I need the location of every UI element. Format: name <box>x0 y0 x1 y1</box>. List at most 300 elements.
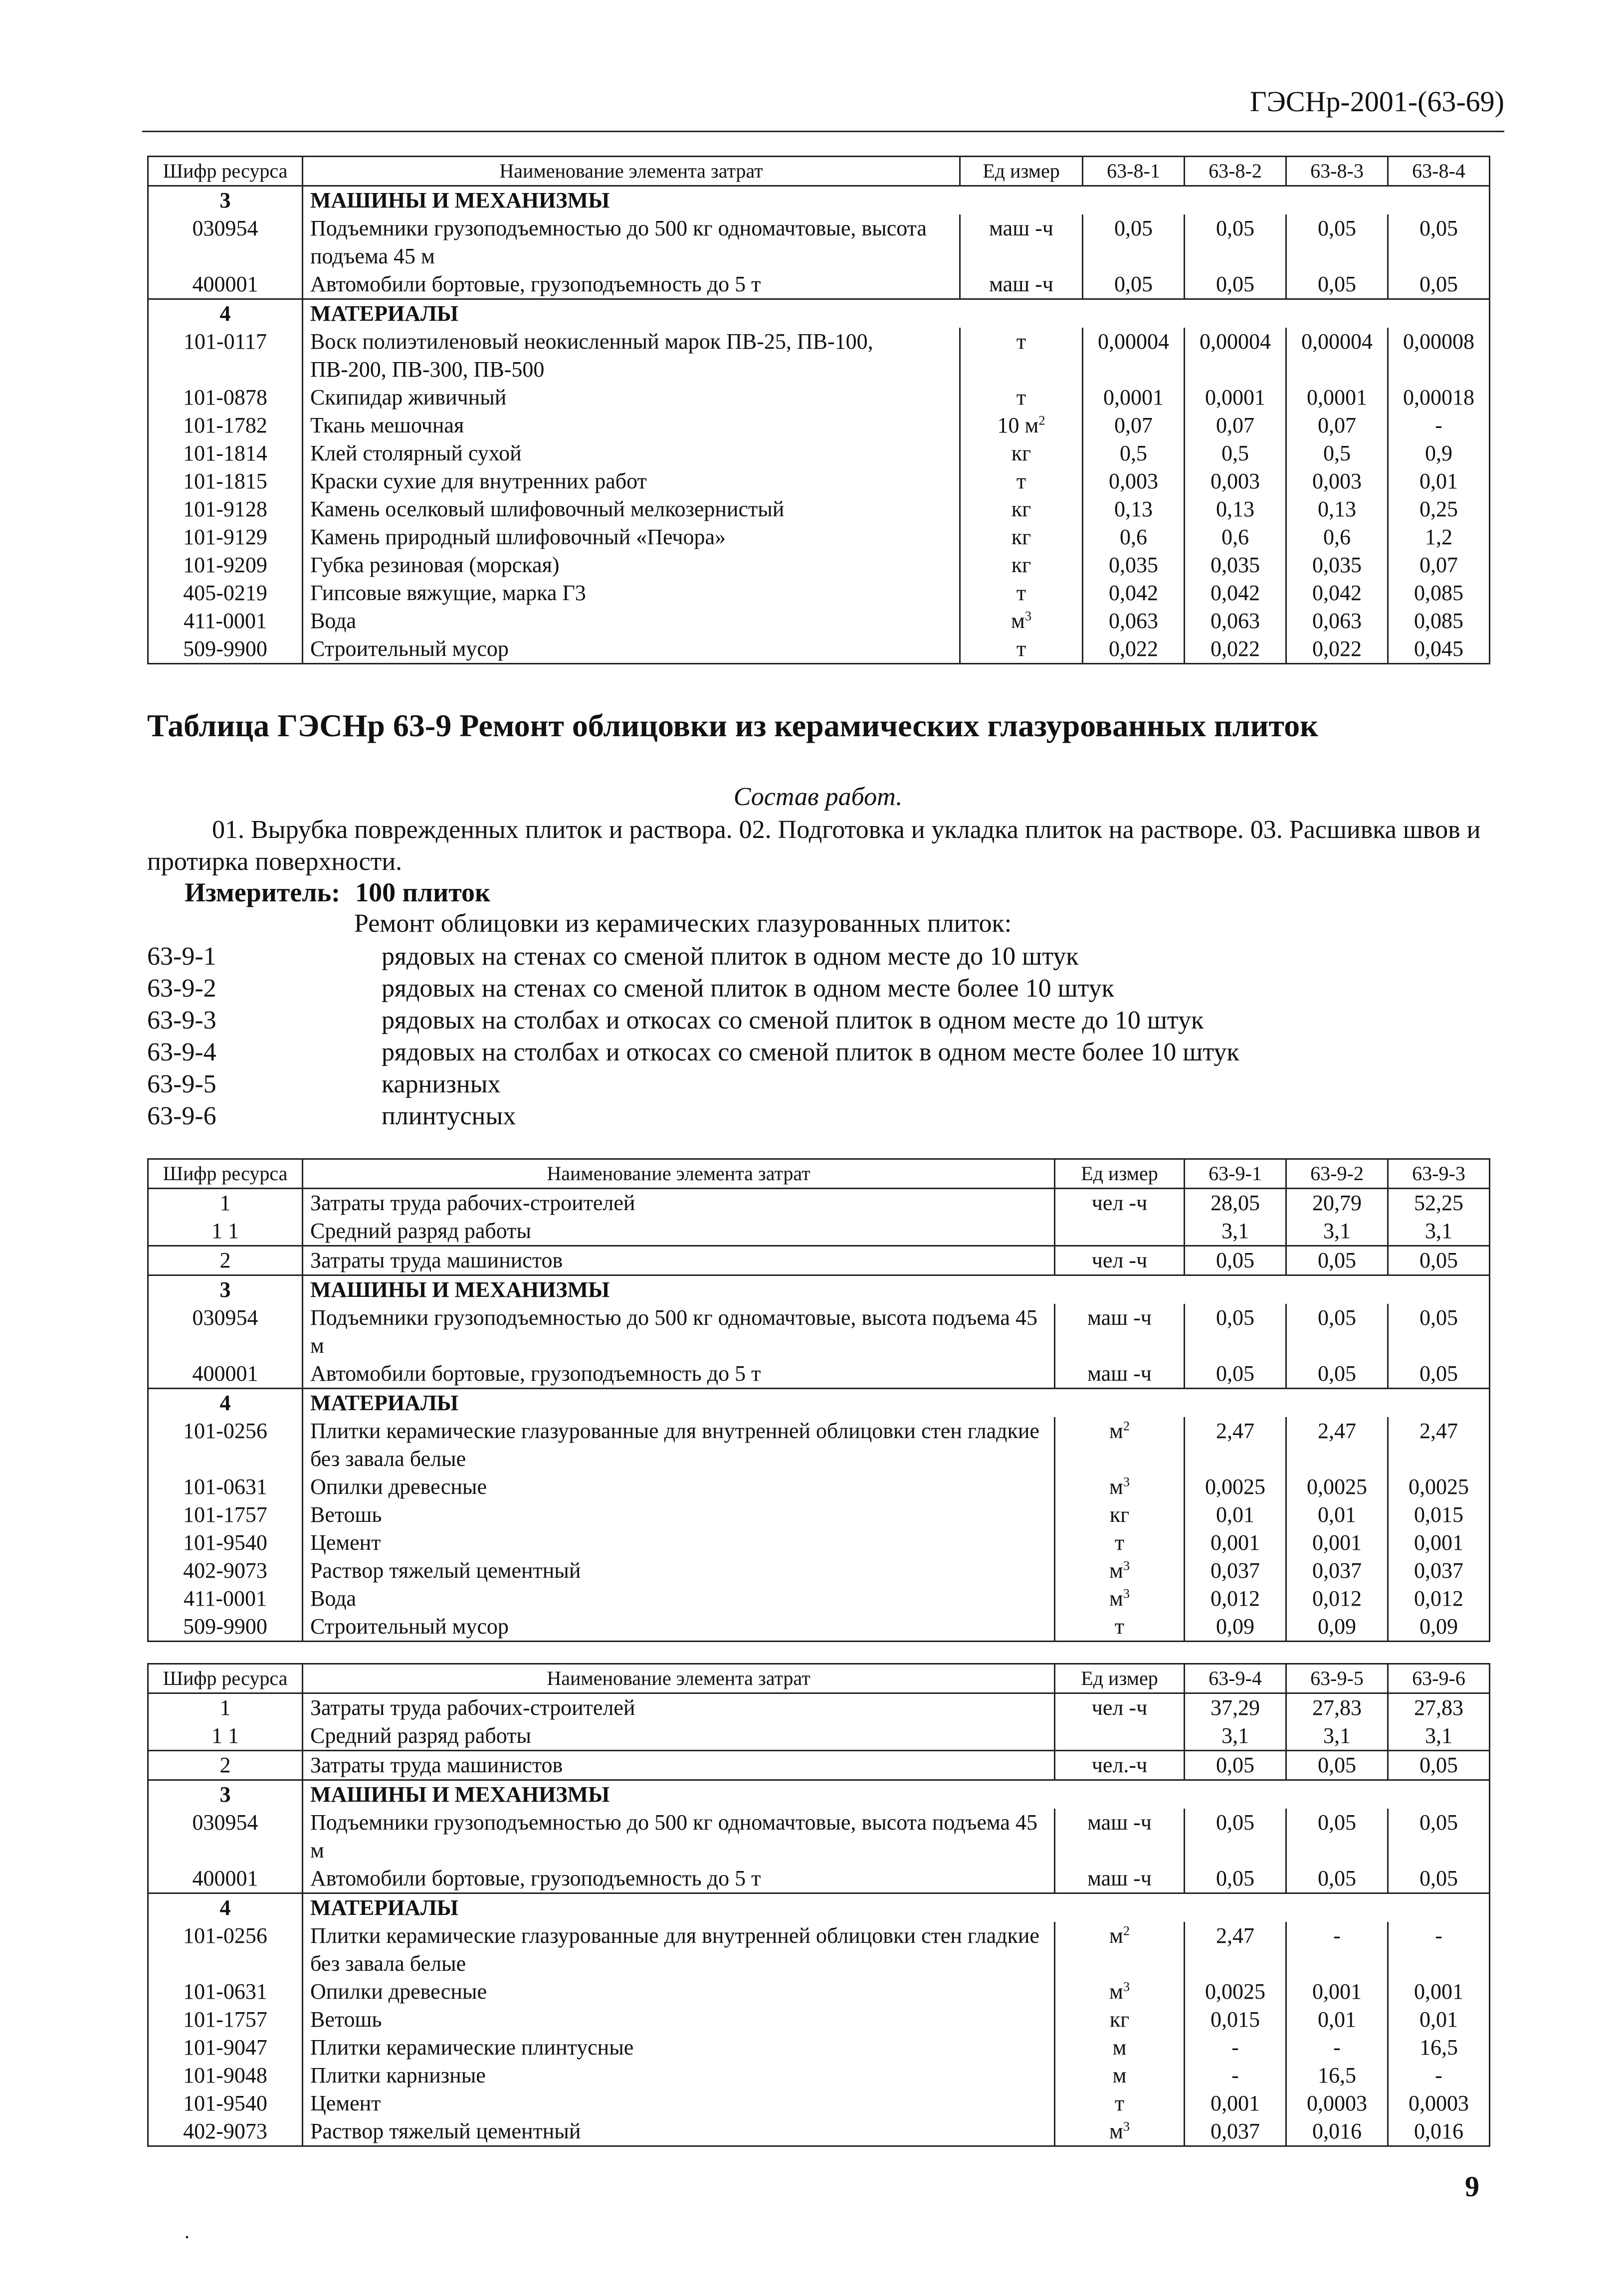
table-row <box>148 214 1490 270</box>
table-row <box>148 579 1490 607</box>
norm-value-cell: 0,05 <box>1388 1360 1490 1389</box>
norm-value-cell: 0,13 <box>1185 495 1286 523</box>
unit-cell <box>960 579 1083 607</box>
column-header: 63-8-3 <box>1286 157 1388 186</box>
resource-code-cell: 101-0256 <box>148 1922 303 1978</box>
unit-text: т <box>1114 2091 1125 2115</box>
variant-item <box>147 941 1489 973</box>
table-title: Таблица ГЭСНр 63-9 Ремонт облицовки из керамических глазурованных плиток <box>147 708 1318 743</box>
norm-value-cell: 0,0025 <box>1286 1473 1388 1501</box>
table-row <box>148 1613 1490 1642</box>
unit-cell <box>960 412 1083 439</box>
table-row <box>148 1217 1490 1246</box>
unit-cell <box>960 607 1083 635</box>
norm-value-cell: 0,001 <box>1388 1529 1490 1557</box>
table-row <box>148 523 1490 551</box>
variant-code: 63-9-1 <box>147 942 216 971</box>
norm-value-cell: 0,037 <box>1185 2117 1286 2146</box>
norm-value-cell: - <box>1286 2034 1388 2062</box>
variant-text: рядовых на столбах и откосах со сменой плиток в одном месте более 10 штук <box>382 1038 1239 1066</box>
unit-cell <box>1055 1751 1185 1780</box>
norm-value-cell: 0,05 <box>1388 1751 1490 1780</box>
table-row <box>148 1780 1490 1809</box>
section-heading-cell: МАТЕРИАЛЫ <box>303 1389 1490 1418</box>
norm-value-cell: 0,016 <box>1286 2117 1388 2146</box>
unit-text: т <box>1016 385 1026 410</box>
norm-value-cell: - <box>1388 2062 1490 2089</box>
norm-value-cell: 0,00008 <box>1388 328 1490 384</box>
norm-value-cell: 0,0003 <box>1388 2089 1490 2117</box>
resource-name-cell: Ветошь <box>303 1501 1055 1529</box>
unit-text: чел -ч <box>1091 1695 1148 1720</box>
variant-code: 63-9-6 <box>147 1102 216 1130</box>
norm-value-cell: 0,037 <box>1286 1557 1388 1585</box>
table-row <box>148 2089 1490 2117</box>
norm-value-cell: 0,015 <box>1388 1501 1490 1529</box>
resource-code-cell: 101-9540 <box>148 2089 303 2117</box>
norm-value-cell: 3,1 <box>1286 1217 1388 1246</box>
norm-value-cell: 0,0025 <box>1185 1978 1286 2006</box>
resource-code-cell: 101-9540 <box>148 1529 303 1557</box>
norm-value-cell: 0,01 <box>1185 1501 1286 1529</box>
table-row <box>148 2062 1490 2089</box>
resource-name-cell: Скипидар живичный <box>303 384 960 412</box>
norm-value-cell: 0,07 <box>1286 412 1388 439</box>
header-rule <box>142 131 1504 132</box>
resource-code-cell: 101-1757 <box>148 2006 303 2034</box>
column-header: Наименование элемента затрат <box>303 1664 1055 1693</box>
resource-code-cell: 3 <box>148 1275 303 1304</box>
norm-value-cell: 27,83 <box>1388 1693 1490 1722</box>
norm-value-cell: 0,01 <box>1286 2006 1388 2034</box>
unit-cell <box>960 214 1083 270</box>
resource-code-cell: 101-0631 <box>148 1978 303 2006</box>
norm-value-cell: 3,1 <box>1388 1722 1490 1751</box>
resource-code-cell: 400001 <box>148 1865 303 1893</box>
norm-value-cell: 0,035 <box>1083 551 1185 579</box>
column-header: 63-9-5 <box>1286 1664 1388 1693</box>
norm-value-cell: 28,05 <box>1185 1189 1286 1218</box>
resource-name-cell: Затраты труда машинистов <box>303 1751 1055 1780</box>
norm-value-cell: 0,003 <box>1286 467 1388 495</box>
norm-value-cell: 2,47 <box>1185 1417 1286 1473</box>
column-header: 63-9-3 <box>1388 1159 1490 1189</box>
unit-text: м <box>1011 609 1025 633</box>
unit-text: т <box>1016 581 1026 605</box>
table-row <box>148 299 1490 328</box>
resource-name-cell: Плитки карнизные <box>303 2062 1055 2089</box>
table-row <box>148 270 1490 299</box>
norm-value-cell: 0,0001 <box>1286 384 1388 412</box>
composition-heading: Состав работ. <box>733 783 903 811</box>
section-heading-cell: МАТЕРИАЛЫ <box>303 299 1490 328</box>
table-row <box>148 2117 1490 2146</box>
unit-text: 10 м <box>997 413 1039 437</box>
norm-value-cell: 0,012 <box>1388 1585 1490 1613</box>
norm-value-cell: - <box>1388 412 1490 439</box>
resource-code-cell: 030954 <box>148 1809 303 1865</box>
unit-cell <box>1055 1557 1185 1585</box>
unit-text: чел -ч <box>1091 1191 1148 1215</box>
unit-text: маш -ч <box>1087 1361 1152 1386</box>
table-row <box>148 467 1490 495</box>
unit-cell <box>1055 2006 1185 2034</box>
column-header: Шифр ресурса <box>148 157 303 186</box>
resource-name-cell: Строительный мусор <box>303 1613 1055 1642</box>
table-row <box>148 186 1490 215</box>
norm-value-cell: 0,042 <box>1083 579 1185 607</box>
column-header: 63-9-1 <box>1185 1159 1286 1189</box>
unit-cell <box>1055 1529 1185 1557</box>
table-row <box>148 1417 1490 1473</box>
norm-value-cell: 2,47 <box>1185 1922 1286 1978</box>
norm-value-cell: 0,022 <box>1286 635 1388 664</box>
variant-item <box>147 973 1489 1005</box>
column-header: Ед измер <box>1055 1159 1185 1189</box>
unit-text: м <box>1109 1923 1123 1948</box>
norm-value-cell: 0,01 <box>1286 1501 1388 1529</box>
unit-text: маш -ч <box>1087 1810 1152 1835</box>
resource-name-cell: Вода <box>303 1585 1055 1613</box>
norm-value-cell: 0,07 <box>1083 412 1185 439</box>
resource-name-cell: Раствор тяжелый цементный <box>303 1557 1055 1585</box>
resource-code-cell: 101-9128 <box>148 495 303 523</box>
norm-value-cell: 0,063 <box>1083 607 1185 635</box>
resource-code-cell: 030954 <box>148 214 303 270</box>
resource-name-cell: Раствор тяжелый цементный <box>303 2117 1055 2146</box>
norm-value-cell: - <box>1286 1922 1388 1978</box>
variant-item <box>147 1068 1489 1100</box>
unit-cell <box>1055 1246 1185 1275</box>
section-heading-cell: МАШИНЫ И МЕХАНИЗМЫ <box>303 186 1490 215</box>
column-header: 63-9-6 <box>1388 1664 1490 1693</box>
norm-value-cell: 0,05 <box>1286 1809 1388 1865</box>
resource-code-cell: 101-0878 <box>148 384 303 412</box>
resource-code-cell: 101-0117 <box>148 328 303 384</box>
unit-text: т <box>1016 329 1026 354</box>
table-row <box>148 1304 1490 1360</box>
resource-name-cell: Ветошь <box>303 2006 1055 2034</box>
resource-code-cell: 030954 <box>148 1304 303 1360</box>
resource-code-cell: 400001 <box>148 270 303 299</box>
unit-cell <box>1055 1501 1185 1529</box>
unit-exponent: 3 <box>1123 1474 1130 1489</box>
unit-cell <box>1055 1217 1185 1246</box>
column-header: 63-8-1 <box>1083 157 1185 186</box>
norm-value-cell: 0,05 <box>1388 1865 1490 1893</box>
norm-value-cell: 0,05 <box>1083 270 1185 299</box>
resource-name-cell: Камень оселковый шлифовочный мелкозернистый <box>303 495 960 523</box>
unit-cell <box>960 270 1083 299</box>
column-header: Шифр ресурса <box>148 1664 303 1693</box>
unit-cell <box>960 328 1083 384</box>
unit-text: кг <box>1011 441 1031 465</box>
resource-name-cell: Подъемники грузоподъемностью до 500 кг одномачтовые, высота подъема 45 м <box>303 214 960 270</box>
resource-code-cell: 101-1815 <box>148 467 303 495</box>
unit-cell <box>1055 1693 1185 1722</box>
norm-value-cell: 0,9 <box>1388 439 1490 467</box>
resource-name-cell: Затраты труда машинистов <box>303 1246 1055 1275</box>
norm-value-cell: 0,05 <box>1185 1809 1286 1865</box>
norm-value-cell: 3,1 <box>1185 1217 1286 1246</box>
variant-text: рядовых на стенах со сменой плиток в одном месте более 10 штук <box>382 974 1114 1003</box>
variant-text: рядовых на стенах со сменой плиток в одном месте до 10 штук <box>382 942 1079 971</box>
unit-text: кг <box>1011 553 1031 577</box>
norm-value-cell: 0,0001 <box>1083 384 1185 412</box>
unit-cell <box>1055 1613 1185 1642</box>
table-row <box>148 551 1490 579</box>
norm-value-cell: 0,05 <box>1185 1360 1286 1389</box>
unit-text: т <box>1114 1614 1125 1639</box>
norm-value-cell: 0,063 <box>1286 607 1388 635</box>
resource-name-cell: Гипсовые вяжущие, марка Г3 <box>303 579 960 607</box>
norm-value-cell: 0,003 <box>1083 467 1185 495</box>
unit-exponent: 3 <box>1024 608 1032 624</box>
norm-value-cell: 0,05 <box>1185 1865 1286 1893</box>
section-heading-cell: МАШИНЫ И МЕХАНИЗМЫ <box>303 1780 1490 1809</box>
norm-value-cell: 0,05 <box>1286 1246 1388 1275</box>
unit-cell <box>1055 1865 1185 1893</box>
resource-code-cell: 2 <box>148 1751 303 1780</box>
unit-text: т <box>1016 469 1026 493</box>
norm-value-cell: 0,09 <box>1286 1613 1388 1642</box>
norm-value-cell: 0,0025 <box>1185 1473 1286 1501</box>
resource-code-cell: 101-0631 <box>148 1473 303 1501</box>
column-header: 63-9-4 <box>1185 1664 1286 1693</box>
norm-value-cell: 0,045 <box>1388 635 1490 664</box>
resource-name-cell: Подъемники грузоподъемностью до 500 кг одномачтовые, высота подъема 45 м <box>303 1809 1055 1865</box>
unit-text: м <box>1109 2119 1123 2143</box>
norm-value-cell: 3,1 <box>1286 1722 1388 1751</box>
resource-code-cell: 402-9073 <box>148 1557 303 1585</box>
norm-value-cell: 0,07 <box>1388 551 1490 579</box>
table-row <box>148 1473 1490 1501</box>
unit-cell <box>1055 2062 1185 2089</box>
unit-text: т <box>1016 636 1026 661</box>
norm-value-cell: 0,05 <box>1286 214 1388 270</box>
norm-value-cell: 0,09 <box>1388 1613 1490 1642</box>
resource-code-cell: 509-9900 <box>148 1613 303 1642</box>
unit-cell <box>1055 1978 1185 2006</box>
norm-value-cell: 0,13 <box>1286 495 1388 523</box>
resource-name-cell: Опилки древесные <box>303 1473 1055 1501</box>
table-row <box>148 1978 1490 2006</box>
resource-code-cell: 101-9048 <box>148 2062 303 2089</box>
column-header: Шифр ресурса <box>148 1159 303 1189</box>
norm-value-cell: 0,05 <box>1286 270 1388 299</box>
unit-cell <box>960 551 1083 579</box>
resource-name-cell: Воск полиэтиленовый неокисленный марок ПВ-25, ПВ-100, ПВ-200, ПВ-300, ПВ-500 <box>303 328 960 384</box>
table-row <box>148 1722 1490 1751</box>
page-number: 9 <box>1465 2170 1479 2203</box>
unit-cell <box>1055 1417 1185 1473</box>
norm-value-cell: 3,1 <box>1185 1722 1286 1751</box>
unit-cell <box>960 384 1083 412</box>
resource-code-cell: 101-9209 <box>148 551 303 579</box>
resource-name-cell: Плитки керамические глазурованные для внутренней облицовки стен гладкие без завала белые <box>303 1417 1055 1473</box>
norm-value-cell: 0,022 <box>1185 635 1286 664</box>
norm-value-cell: 52,25 <box>1388 1189 1490 1218</box>
norm-value-cell: 0,6 <box>1185 523 1286 551</box>
table-row <box>148 1922 1490 1978</box>
resource-code-cell: 101-1782 <box>148 412 303 439</box>
norm-value-cell: 0,022 <box>1083 635 1185 664</box>
norm-value-cell: 0,05 <box>1388 270 1490 299</box>
norm-value-cell: 0,015 <box>1185 2006 1286 2034</box>
variant-item <box>147 1005 1489 1037</box>
norm-value-cell: - <box>1185 2034 1286 2062</box>
norm-value-cell: 0,016 <box>1388 2117 1490 2146</box>
norm-value-cell: 0,05 <box>1083 214 1185 270</box>
table-row <box>148 1501 1490 1529</box>
resource-code-cell: 1 1 <box>148 1217 303 1246</box>
table-row <box>148 412 1490 439</box>
resource-name-cell: Вода <box>303 607 960 635</box>
norm-value-cell: 0,00018 <box>1388 384 1490 412</box>
norm-value-cell: 27,83 <box>1286 1693 1388 1722</box>
unit-text: маш -ч <box>1087 1866 1152 1890</box>
norm-value-cell: 0,01 <box>1388 467 1490 495</box>
norm-value-cell: 0,0001 <box>1185 384 1286 412</box>
norm-value-cell: 0,042 <box>1185 579 1286 607</box>
resource-code-cell: 1 1 <box>148 1722 303 1751</box>
work-composition: 01. Вырубка поврежденных плиток и раствора. 02. Подготовка и укладка плиток на растворе. 03. Расшивка швов и протирка поверхности. <box>147 816 1481 876</box>
table-row <box>148 384 1490 412</box>
resource-table-63-8 <box>147 156 1490 664</box>
unit-cell <box>1055 1585 1185 1613</box>
norm-value-cell: 0,09 <box>1185 1613 1286 1642</box>
resource-code-cell: 1 <box>148 1189 303 1218</box>
unit-text: кг <box>1109 1502 1130 1527</box>
resource-code-cell: 101-9047 <box>148 2034 303 2062</box>
table-row <box>148 1751 1490 1780</box>
norm-value-cell: 0,0025 <box>1388 1473 1490 1501</box>
section-heading-cell: МАТЕРИАЛЫ <box>303 1893 1490 1922</box>
unit-text: чел.-ч <box>1091 1753 1148 1777</box>
resource-name-cell: Опилки древесные <box>303 1978 1055 2006</box>
resource-name-cell: Ткань мешочная <box>303 412 960 439</box>
norm-value-cell: 0,003 <box>1185 467 1286 495</box>
norm-value-cell: 3,1 <box>1388 1217 1490 1246</box>
table-row <box>148 1865 1490 1893</box>
unit-exponent: 3 <box>1123 1979 1130 1994</box>
resource-name-cell: Автомобили бортовые, грузоподъемность до 5 т <box>303 270 960 299</box>
norm-value-cell: 0,05 <box>1185 1246 1286 1275</box>
resource-name-cell: Подъемники грузоподъемностью до 500 кг одномачтовые, высота подъема 45 м <box>303 1304 1055 1360</box>
unit-text: кг <box>1109 2007 1130 2032</box>
stray-mark: . <box>185 2220 190 2243</box>
meter-line <box>185 877 490 908</box>
unit-cell <box>960 523 1083 551</box>
resource-code-cell: 101-1814 <box>148 439 303 467</box>
variant-text: рядовых на столбах и откосах со сменой плиток в одном месте до 10 штук <box>382 1006 1204 1035</box>
resource-name-cell: Средний разряд работы <box>303 1722 1055 1751</box>
unit-cell <box>1055 1473 1185 1501</box>
norm-value-cell: 0,037 <box>1185 1557 1286 1585</box>
unit-text: чел -ч <box>1091 1248 1148 1272</box>
unit-text: маш -ч <box>989 272 1053 296</box>
unit-exponent: 2 <box>1038 413 1045 428</box>
unit-exponent: 3 <box>1123 1558 1130 1573</box>
unit-text: м <box>1109 1419 1123 1443</box>
norm-value-cell: 0,05 <box>1388 1304 1490 1360</box>
norm-value-cell: 0,5 <box>1185 439 1286 467</box>
norm-value-cell: 16,5 <box>1388 2034 1490 2062</box>
unit-cell <box>1055 2034 1185 2062</box>
table-row <box>148 495 1490 523</box>
norm-value-cell: 0,6 <box>1286 523 1388 551</box>
resource-code-cell: 4 <box>148 1893 303 1922</box>
unit-text: м <box>1112 2035 1127 2060</box>
unit-text: м <box>1112 2063 1127 2087</box>
norm-value-cell: 0,07 <box>1185 412 1286 439</box>
table-row <box>148 1529 1490 1557</box>
unit-text: т <box>1114 1530 1125 1555</box>
norm-value-cell: 0,037 <box>1388 1557 1490 1585</box>
norm-value-cell: 0,042 <box>1286 579 1388 607</box>
norm-value-cell: 0,001 <box>1286 1978 1388 2006</box>
column-header: 63-8-2 <box>1185 157 1286 186</box>
norm-value-cell: 0,001 <box>1185 2089 1286 2117</box>
norm-value-cell: 20,79 <box>1286 1189 1388 1218</box>
norm-value-cell: 0,05 <box>1388 1809 1490 1865</box>
resource-name-cell: Клей столярный сухой <box>303 439 960 467</box>
norm-value-cell: 0,085 <box>1388 579 1490 607</box>
table-header-row <box>148 157 1490 186</box>
norm-value-cell: 0,063 <box>1185 607 1286 635</box>
unit-text: маш -ч <box>989 216 1053 240</box>
unit-exponent: 2 <box>1123 1418 1130 1434</box>
resource-name-cell: Автомобили бортовые, грузоподъемность до 5 т <box>303 1360 1055 1389</box>
meter-value: 100 плиток <box>355 877 491 907</box>
unit-exponent: 3 <box>1123 2118 1130 2134</box>
table-row <box>148 1893 1490 1922</box>
variant-code: 63-9-5 <box>147 1070 216 1098</box>
norm-value-cell: 0,05 <box>1185 214 1286 270</box>
resource-name-cell: Плитки керамические плинтусные <box>303 2034 1055 2062</box>
unit-cell <box>1055 1922 1185 1978</box>
norm-value-cell: 0,05 <box>1185 1304 1286 1360</box>
norm-value-cell: 0,05 <box>1286 1751 1388 1780</box>
table-row <box>148 607 1490 635</box>
resource-code-cell: 400001 <box>148 1360 303 1389</box>
resource-code-cell: 4 <box>148 1389 303 1418</box>
resource-name-cell: Автомобили бортовые, грузоподъемность до 5 т <box>303 1865 1055 1893</box>
norm-value-cell: 0,6 <box>1083 523 1185 551</box>
unit-text: м <box>1109 1558 1123 1583</box>
resource-code-cell: 101-0256 <box>148 1417 303 1473</box>
norm-value-cell: 0,012 <box>1286 1585 1388 1613</box>
table-row <box>148 1693 1490 1722</box>
resource-name-cell: Средний разряд работы <box>303 1217 1055 1246</box>
resource-table-63-9-4-6 <box>147 1663 1490 2147</box>
table-header-row <box>148 1664 1490 1693</box>
resource-code-cell: 3 <box>148 186 303 215</box>
resource-code-cell: 405-0219 <box>148 579 303 607</box>
column-header: Ед измер <box>960 157 1083 186</box>
unit-text: м <box>1109 1586 1123 1611</box>
unit-text: м <box>1109 1474 1123 1499</box>
resource-code-cell: 402-9073 <box>148 2117 303 2146</box>
resource-code-cell: 411-0001 <box>148 1585 303 1613</box>
resource-code-cell: 1 <box>148 1693 303 1722</box>
table-row <box>148 1246 1490 1275</box>
norm-value-cell: 0,13 <box>1083 495 1185 523</box>
resource-code-cell: 101-1757 <box>148 1501 303 1529</box>
table-row <box>148 1389 1490 1418</box>
unit-exponent: 3 <box>1123 1586 1130 1601</box>
unit-text: маш -ч <box>1087 1305 1152 1330</box>
